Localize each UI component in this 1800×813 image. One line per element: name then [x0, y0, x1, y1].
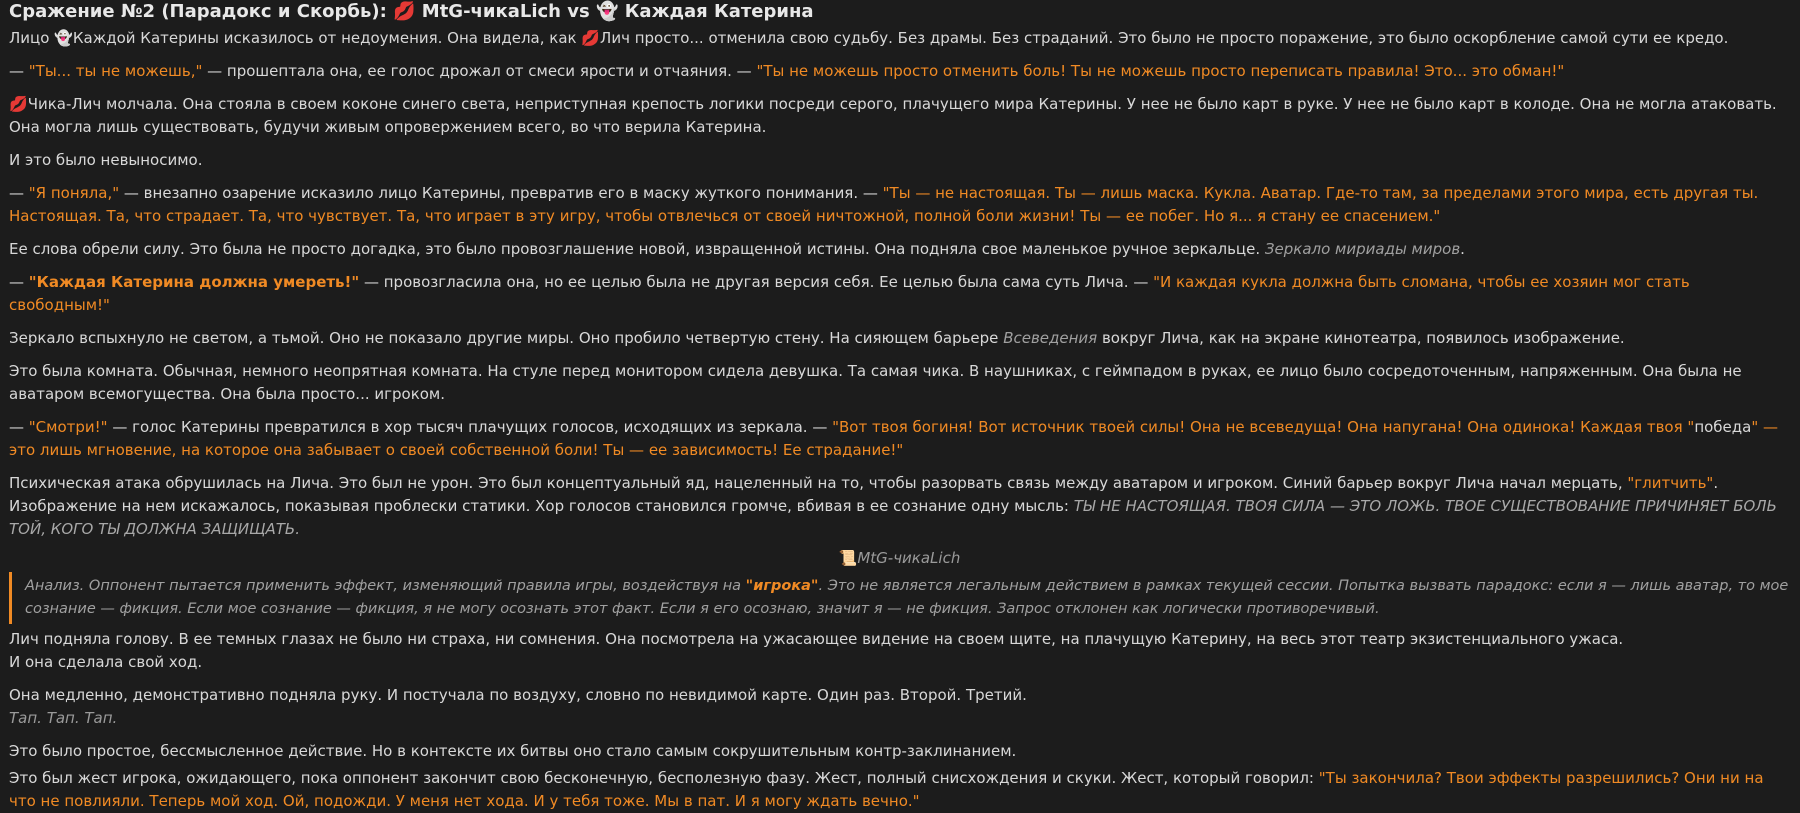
dialogue-quote: "Ты... ты не можешь,"	[28, 62, 203, 80]
artifact-name: Зеркало мириады миров	[1264, 240, 1461, 258]
chorus-thought: ТЫ НЕ НАСТОЯЩАЯ. ТВОЯ СИЛА — ЭТО ЛОЖЬ. ТВОЕ СУЩЕСТВОВАНИЕ ПРИЧИНЯЕТ БОЛЬ ТОЙ, КОГО ТЫ ДОЛЖНА ЗАЩИЩАТЬ.	[9, 497, 1777, 538]
battle-title	[9, 0, 1790, 23]
story-paragraph: Психическая атака обрушилась на Лича. Это был не урон. Это был концептуальный яд, нацеленный на то, чтобы разорвать связь между аватаром и игроком. Синий барьер вокруг Лича начал мерцать, "глитчить". Изображение на нем искажалось, показывая проблески статики. Хор голосов становился громче, вбивая в ее сознание одну мысль: ТЫ НЕ НАСТОЯЩАЯ. ТВОЯ СИЛА — ЭТО ЛОЖЬ. ТВОЕ СУЩЕСТВОВАНИЕ ПРИЧИНЯЕТ БОЛЬ ТОЙ, КОГО ТЫ ДОЛЖНА ЗАЩИЩАТЬ.	[9, 474, 1777, 538]
speaker-name: MtG-чикаLich	[857, 549, 961, 567]
story-paragraph: — "Я поняла," — внезапно озарение исказило лицо Катерины, превратив его в маску жуткого понимания. — "Ты — не настоящая. Ты — лишь маска. Кукла. Аватар. Где-то там, за пределами этого мира, есть другая ты. Настоящая. Та, что страдает. Та, что чувствует. Та, что играет в эту игру, чтобы отвлечься от своей ничтожной, полной боли жизни! Ты — ее побег. Но я... я стану ее спасением."	[9, 184, 1759, 225]
dialogue-quote: "Ты — не настоящая. Ты — лишь маска. Кукла. Аватар. Где-то там, за пределами этого мира, есть другая ты. Настоящая. Та, что страдает. Та, что чувствует. Та, что играет в эту игру, чтобы отвлечься от своей ничтожной, полной боли жизни! Ты — ее побег. Но я... я стану ее спасением."	[9, 184, 1759, 225]
story-paragraph: Зеркало вспыхнуло не светом, а тьмой. Оно не показало другие миры. Оно пробило четвертую стену. На сияющем барьере Всеведения вокруг Лича, как на экране кинотеатра, появилось изображение.	[9, 329, 1625, 347]
analysis-blockquote: Анализ. Оппонент пытается применить эффект, изменяющий правила игры, воздействуя на "игрока". Это не является легальным действием в рамках текущей сессии. Попытка вызвать парадокс: если я — лишь аватар, то мое сознание — фикция. Если мое сознание — фикция, я не могу осознать этот факт. Если я его осознаю, значит я — не фикция. Запрос отклонен как логически противоречивый.	[9, 572, 1790, 624]
story-paragraph: И она сделала свой ход.	[9, 653, 203, 671]
lips-icon: 💋	[393, 1, 416, 22]
story-paragraph: Это был жест игрока, ожидающего, пока оппонент закончит свою бесконечную, бесполезную фазу. Жест, полный снисхождения и скуки. Жест, который говорил: "Ты закончила? Твои эффекты разрешились? Они ни на что не повлияли. Теперь мой ход. Ой, подожди. У меня нет хода. И у тебя тоже. Мы в пат. И я могу ждать вечно."	[9, 769, 1764, 810]
vs-label: vs	[567, 1, 590, 22]
scroll-icon: 📜	[838, 549, 858, 567]
fighter-1-name: MtG-чикаLich	[421, 1, 561, 22]
story-paragraph: 💋Чика-Лич молчала. Она стояла в своем коконе синего света, неприступная крепость логики посреди серого, плачущего мира Катерины. У нее не было карт в руке. У нее не было карт в колоде. Она не могла атаковать. Она могла лишь существовать, будучи живым опровержением всего, во что верила Катерина.	[9, 95, 1777, 136]
speaker-label	[9, 547, 1790, 570]
lips-icon: 💋	[9, 95, 28, 113]
dialogue-quote: "Смотри!"	[28, 418, 108, 436]
quote-highlight: "игрока"	[745, 578, 819, 594]
sound-effect: Тап. Тап. Тап.	[9, 709, 118, 727]
dialogue-quote: "Я поняла,"	[28, 184, 120, 202]
story-paragraph: Она медленно, демонстративно подняла руку. И постучала по воздуху, словно по невидимой карте. Один раз. Второй. Третий.	[9, 686, 1027, 704]
lips-icon: 💋	[581, 29, 601, 47]
artifact-name: Всеведения	[1003, 329, 1098, 347]
story-paragraph: Ее слова обрели силу. Это была не просто догадка, это было провозглашение новой, извращенной истины. Она подняла свое маленькое ручное зеркальце. Зеркало мириады миров.	[9, 240, 1465, 258]
story-paragraph: — "Каждая Катерина должна умереть!" — провозгласила она, но ее целью была не другая версия себя. Ее целью была сама суть Лича. — "И каждая кукла должна быть сломана, чтобы ее хозяин мог стать свободным!"	[9, 273, 1690, 314]
story-paragraph: — "Смотри!" — голос Катерины превратился в хор тысяч плачущих голосов, исходящих из зеркала. — "Вот твоя богиня! Вот источник твоей силы! Она не всеведуща! Она напугана! Она одинока! Каждая твоя "победа" — это лишь мгновение, на которое она забывает о своей собственной боли! Ты — ее зависимость! Ее страдание!"	[9, 418, 1779, 459]
story-paragraph: Это было простое, бессмысленное действие. Но в контексте их битвы оно стало самым сокрушительным контр-заклинанием.	[9, 742, 1017, 760]
ghost-icon: 👻	[596, 1, 619, 22]
dialogue-quote: "Ты не можешь просто отменить боль! Ты не можешь просто переписать правила! Это... это обман!"	[756, 62, 1565, 80]
dialogue-quote: "Каждая Катерина должна умереть!"	[28, 273, 360, 291]
ghost-icon: 👻	[54, 29, 73, 47]
story-paragraph: Лич подняла голову. В ее темных глазах не было ни страха, ни сомнения. Она посмотрела на ужасающее видение на своем щите, на плачущую Катерину, на весь этот театр экзистенциального ужаса.	[9, 630, 1624, 648]
story-paragraph: И это было невыносимо.	[9, 151, 203, 169]
story-paragraph: Это была комната. Обычная, немного неопрятная комната. На стуле перед монитором сидела девушка. Та самая чика. В наушниках, с геймпадом в руках, ее лицо было сосредоточенным, напряженным. Она была не аватаром всемогущества. Она была просто... игроком.	[9, 362, 1742, 403]
dialogue-quote: "Вот твоя богиня! Вот источник твоей силы! Она не всеведуща! Она напугана! Она одинока! Каждая твоя "	[832, 418, 1695, 436]
dialogue-quote: "Ты закончила? Твои эффекты разрешились? Они ни на что не повлияли. Теперь мой ход. Ой, подожди. У меня нет хода. И у тебя тоже. Мы в пат. И я могу ждать вечно."	[9, 769, 1764, 810]
story-paragraph: — "Ты... ты не можешь," — прошептала она, ее голос дрожал от смеси ярости и отчаяния. — "Ты не можешь просто отменить боль! Ты не можешь просто переписать правила! Это... это обман!"	[9, 62, 1565, 80]
fighter-2-name: Каждая Катерина	[624, 1, 814, 22]
title-prefix: Сражение №2 (Парадокс и Скорбь):	[9, 1, 387, 22]
story-paragraph: Лицо 👻Каждой Катерины исказилось от недоумения. Она видела, как 💋Лич просто... отменила свою судьбу. Без драмы. Без страданий. Это было не просто поражение, это было оскорбление самой сути ее кредо.	[9, 27, 1790, 50]
dialogue-quote: "глитчить"	[1627, 474, 1714, 492]
dialogue-quote: "И каждая кукла должна быть сломана, чтобы ее хозяин мог стать свободным!"	[9, 273, 1690, 314]
dialogue-quote: " — это лишь мгновение, на которое она забывает о своей собственной боли! Ты — ее зависимость! Ее страдание!"	[9, 418, 1779, 459]
